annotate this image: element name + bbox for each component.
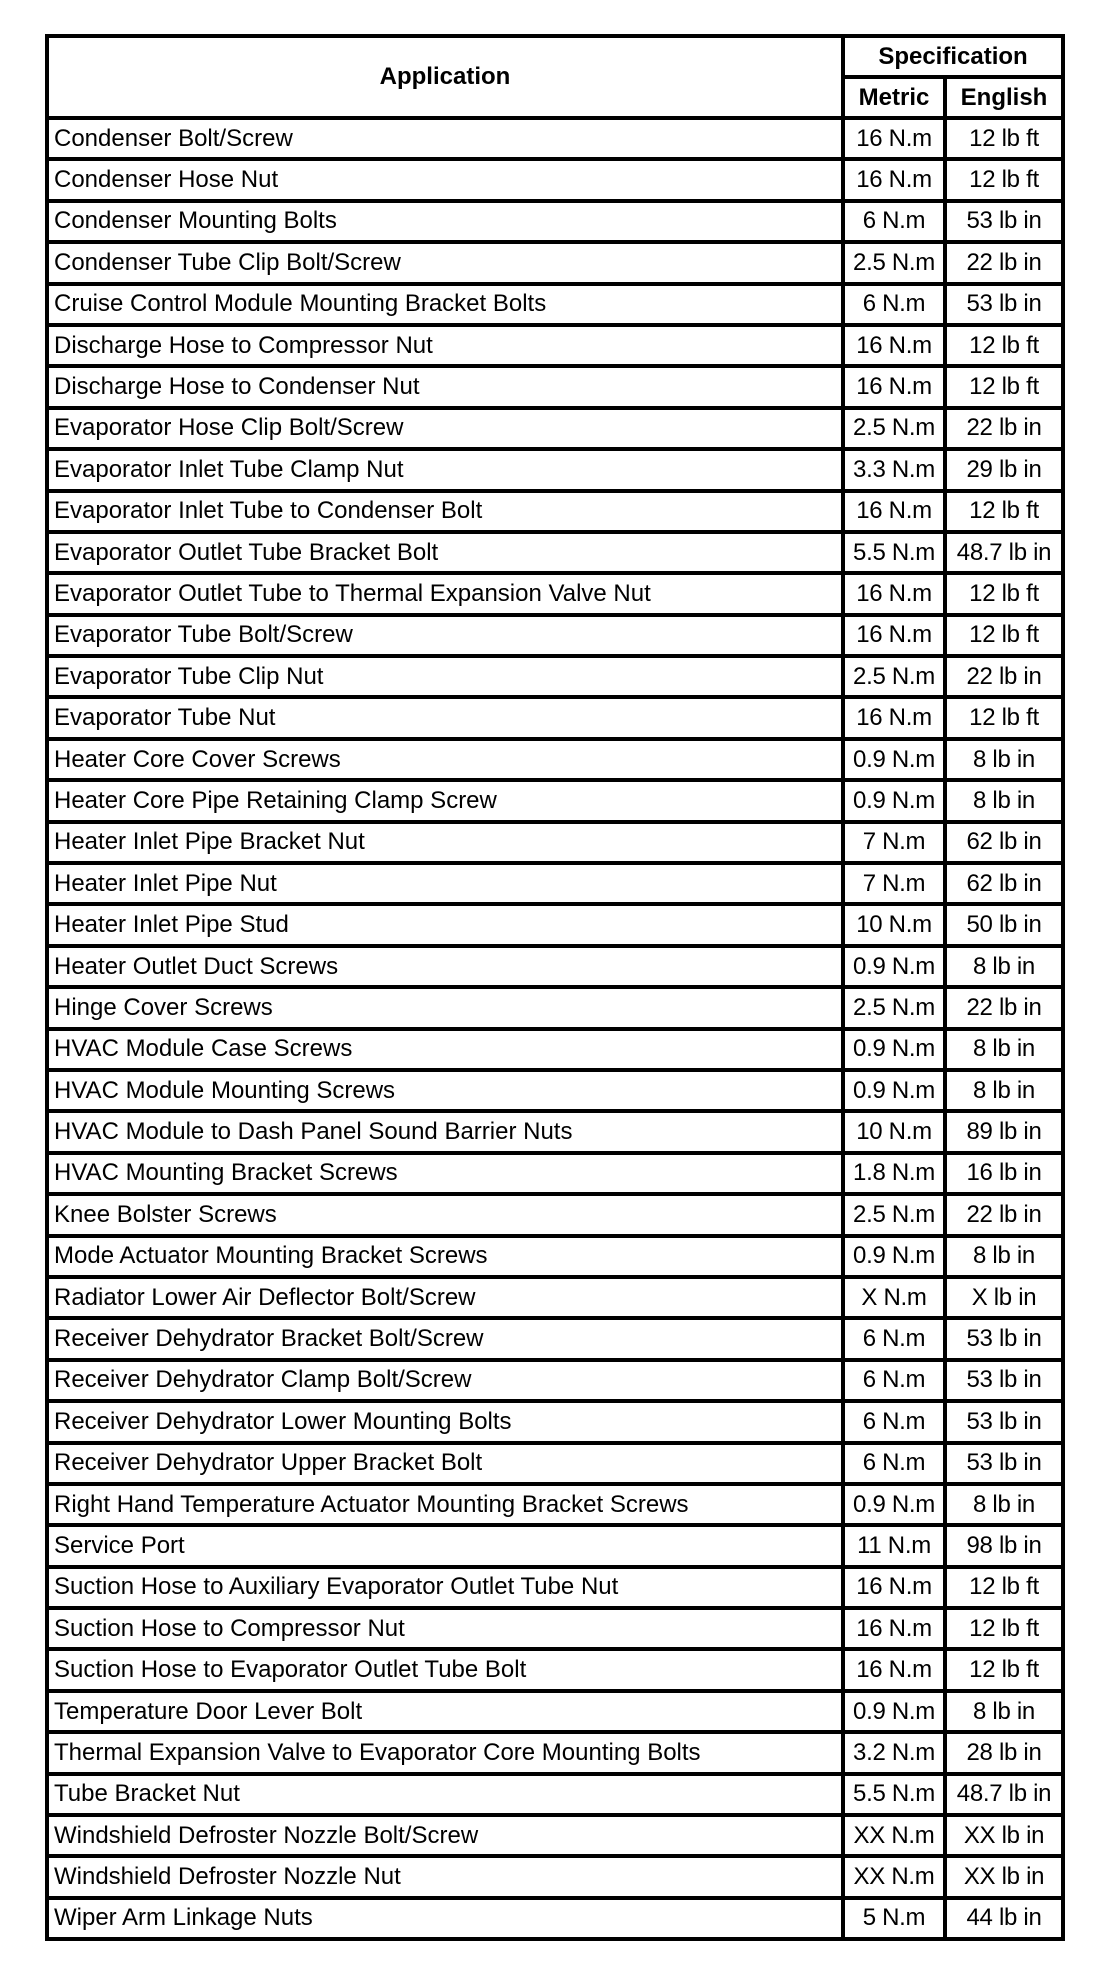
cell-metric: 5 N.m <box>843 1898 945 1939</box>
table-row <box>47 1236 1063 1277</box>
table-row <box>47 697 1063 738</box>
cell-metric: 2.5 N.m <box>843 408 945 449</box>
cell-metric: 16 N.m <box>843 1567 945 1608</box>
cell-english: 12 lb ft <box>945 118 1063 159</box>
table-row <box>47 491 1063 532</box>
cell-application: Service Port <box>47 1525 843 1566</box>
table-row <box>47 1525 1063 1566</box>
cell-english: 12 lb ft <box>945 1608 1063 1649</box>
cell-metric: 16 N.m <box>843 325 945 366</box>
table-row <box>47 739 1063 780</box>
cell-metric: 6 N.m <box>843 1360 945 1401</box>
table-row <box>47 1111 1063 1152</box>
cell-application: Evaporator Tube Bolt/Screw <box>47 615 843 656</box>
cell-english: 53 lb in <box>945 1360 1063 1401</box>
cell-application: Condenser Tube Clip Bolt/Screw <box>47 242 843 283</box>
table-row <box>47 1443 1063 1484</box>
cell-application: Heater Inlet Pipe Bracket Nut <box>47 822 843 863</box>
table-row <box>47 946 1063 987</box>
cell-english: 62 lb in <box>945 822 1063 863</box>
table-row <box>47 366 1063 407</box>
table-row <box>47 1153 1063 1194</box>
cell-application: Windshield Defroster Nozzle Nut <box>47 1856 843 1897</box>
cell-application: Condenser Bolt/Screw <box>47 118 843 159</box>
table-row <box>47 1691 1063 1732</box>
table-row <box>47 325 1063 366</box>
cell-metric: 6 N.m <box>843 201 945 242</box>
cell-application: HVAC Module to Dash Panel Sound Barrier Nuts <box>47 1111 843 1152</box>
table-row <box>47 242 1063 283</box>
cell-application: Knee Bolster Screws <box>47 1194 843 1235</box>
column-header-metric: Metric <box>843 77 945 118</box>
table-row <box>47 1318 1063 1359</box>
cell-metric: 0.9 N.m <box>843 780 945 821</box>
cell-english: 22 lb in <box>945 656 1063 697</box>
cell-metric: 5.5 N.m <box>843 1774 945 1815</box>
cell-metric: XX N.m <box>843 1856 945 1897</box>
cell-application: Heater Core Cover Screws <box>47 739 843 780</box>
cell-application: Receiver Dehydrator Upper Bracket Bolt <box>47 1443 843 1484</box>
table-row <box>47 1194 1063 1235</box>
cell-english: 8 lb in <box>945 1691 1063 1732</box>
cell-english: 8 lb in <box>945 1070 1063 1111</box>
cell-english: X lb in <box>945 1277 1063 1318</box>
cell-application: Receiver Dehydrator Clamp Bolt/Screw <box>47 1360 843 1401</box>
cell-metric: 0.9 N.m <box>843 1484 945 1525</box>
cell-metric: 16 N.m <box>843 1649 945 1690</box>
cell-english: 22 lb in <box>945 408 1063 449</box>
cell-metric: 6 N.m <box>843 284 945 325</box>
table-row <box>47 987 1063 1028</box>
cell-english: 53 lb in <box>945 1401 1063 1442</box>
table-row <box>47 863 1063 904</box>
cell-metric: 6 N.m <box>843 1318 945 1359</box>
cell-metric: 16 N.m <box>843 159 945 200</box>
cell-application: Suction Hose to Auxiliary Evaporator Outlet Tube Nut <box>47 1567 843 1608</box>
cell-application: Evaporator Outlet Tube to Thermal Expansion Valve Nut <box>47 573 843 614</box>
table-header <box>47 36 1063 118</box>
cell-english: 48.7 lb in <box>945 1774 1063 1815</box>
cell-metric: 16 N.m <box>843 573 945 614</box>
cell-english: XX lb in <box>945 1856 1063 1897</box>
column-header-specification: Specification <box>843 36 1063 77</box>
table-row <box>47 1774 1063 1815</box>
table-row <box>47 1029 1063 1070</box>
cell-application: HVAC Mounting Bracket Screws <box>47 1153 843 1194</box>
table-row <box>47 780 1063 821</box>
cell-application: Right Hand Temperature Actuator Mounting Bracket Screws <box>47 1484 843 1525</box>
table-row <box>47 904 1063 945</box>
column-header-english: English <box>945 77 1063 118</box>
cell-english: 12 lb ft <box>945 159 1063 200</box>
cell-application: HVAC Module Mounting Screws <box>47 1070 843 1111</box>
cell-english: 12 lb ft <box>945 697 1063 738</box>
cell-metric: 16 N.m <box>843 366 945 407</box>
cell-application: Evaporator Tube Clip Nut <box>47 656 843 697</box>
cell-english: 12 lb ft <box>945 325 1063 366</box>
table-row <box>47 1649 1063 1690</box>
cell-application: Temperature Door Lever Bolt <box>47 1691 843 1732</box>
table-row <box>47 118 1063 159</box>
cell-metric: 0.9 N.m <box>843 1691 945 1732</box>
table-row <box>47 1567 1063 1608</box>
table-body <box>47 118 1063 1939</box>
cell-metric: 2.5 N.m <box>843 656 945 697</box>
table-row <box>47 159 1063 200</box>
column-header-application: Application <box>47 36 843 118</box>
cell-application: Suction Hose to Compressor Nut <box>47 1608 843 1649</box>
table-row <box>47 532 1063 573</box>
table-row <box>47 1898 1063 1939</box>
cell-metric: 0.9 N.m <box>843 1236 945 1277</box>
table-row <box>47 1360 1063 1401</box>
cell-english: 29 lb in <box>945 449 1063 490</box>
cell-english: 53 lb in <box>945 1318 1063 1359</box>
cell-application: Hinge Cover Screws <box>47 987 843 1028</box>
table-row <box>47 1401 1063 1442</box>
cell-english: XX lb in <box>945 1815 1063 1856</box>
cell-application: Evaporator Inlet Tube Clamp Nut <box>47 449 843 490</box>
cell-application: Windshield Defroster Nozzle Bolt/Screw <box>47 1815 843 1856</box>
cell-english: 50 lb in <box>945 904 1063 945</box>
cell-application: Heater Inlet Pipe Nut <box>47 863 843 904</box>
cell-application: Evaporator Inlet Tube to Condenser Bolt <box>47 491 843 532</box>
cell-metric: 11 N.m <box>843 1525 945 1566</box>
cell-metric: 0.9 N.m <box>843 739 945 780</box>
cell-application: Discharge Hose to Compressor Nut <box>47 325 843 366</box>
cell-metric: 16 N.m <box>843 118 945 159</box>
cell-application: Evaporator Outlet Tube Bracket Bolt <box>47 532 843 573</box>
table-row <box>47 201 1063 242</box>
table-row <box>47 615 1063 656</box>
cell-metric: XX N.m <box>843 1815 945 1856</box>
cell-english: 8 lb in <box>945 1236 1063 1277</box>
cell-english: 53 lb in <box>945 201 1063 242</box>
cell-application: Wiper Arm Linkage Nuts <box>47 1898 843 1939</box>
cell-application: Receiver Dehydrator Lower Mounting Bolts <box>47 1401 843 1442</box>
cell-metric: 3.2 N.m <box>843 1732 945 1773</box>
cell-english: 89 lb in <box>945 1111 1063 1152</box>
cell-english: 8 lb in <box>945 946 1063 987</box>
cell-metric: 1.8 N.m <box>843 1153 945 1194</box>
cell-metric: 6 N.m <box>843 1443 945 1484</box>
table-row <box>47 1070 1063 1111</box>
cell-application: HVAC Module Case Screws <box>47 1029 843 1070</box>
cell-application: Suction Hose to Evaporator Outlet Tube Bolt <box>47 1649 843 1690</box>
cell-english: 22 lb in <box>945 987 1063 1028</box>
table-row <box>47 408 1063 449</box>
cell-english: 12 lb ft <box>945 366 1063 407</box>
cell-english: 16 lb in <box>945 1153 1063 1194</box>
cell-metric: 2.5 N.m <box>843 987 945 1028</box>
cell-metric: 0.9 N.m <box>843 1029 945 1070</box>
table-row <box>47 1732 1063 1773</box>
table-row <box>47 449 1063 490</box>
cell-english: 22 lb in <box>945 1194 1063 1235</box>
cell-english: 12 lb ft <box>945 1649 1063 1690</box>
table-row <box>47 1277 1063 1318</box>
cell-english: 8 lb in <box>945 1484 1063 1525</box>
cell-application: Discharge Hose to Condenser Nut <box>47 366 843 407</box>
cell-english: 53 lb in <box>945 1443 1063 1484</box>
cell-english: 44 lb in <box>945 1898 1063 1939</box>
cell-metric: 10 N.m <box>843 904 945 945</box>
cell-english: 62 lb in <box>945 863 1063 904</box>
cell-english: 48.7 lb in <box>945 532 1063 573</box>
cell-english: 8 lb in <box>945 1029 1063 1070</box>
cell-english: 8 lb in <box>945 739 1063 780</box>
cell-metric: 6 N.m <box>843 1401 945 1442</box>
cell-application: Condenser Mounting Bolts <box>47 201 843 242</box>
cell-english: 53 lb in <box>945 284 1063 325</box>
cell-metric: 7 N.m <box>843 822 945 863</box>
cell-metric: 2.5 N.m <box>843 1194 945 1235</box>
cell-metric: 10 N.m <box>843 1111 945 1152</box>
cell-application: Thermal Expansion Valve to Evaporator Core Mounting Bolts <box>47 1732 843 1773</box>
cell-metric: 3.3 N.m <box>843 449 945 490</box>
cell-application: Heater Outlet Duct Screws <box>47 946 843 987</box>
table-row <box>47 656 1063 697</box>
cell-english: 12 lb ft <box>945 573 1063 614</box>
cell-application: Heater Inlet Pipe Stud <box>47 904 843 945</box>
table-row <box>47 1608 1063 1649</box>
table-row <box>47 1856 1063 1897</box>
cell-application: Evaporator Hose Clip Bolt/Screw <box>47 408 843 449</box>
cell-application: Condenser Hose Nut <box>47 159 843 200</box>
table-row <box>47 822 1063 863</box>
table-row <box>47 284 1063 325</box>
cell-metric: 16 N.m <box>843 615 945 656</box>
cell-metric: 16 N.m <box>843 1608 945 1649</box>
cell-metric: 16 N.m <box>843 491 945 532</box>
cell-english: 98 lb in <box>945 1525 1063 1566</box>
cell-application: Heater Core Pipe Retaining Clamp Screw <box>47 780 843 821</box>
header-row-top <box>47 36 1063 77</box>
cell-english: 12 lb ft <box>945 1567 1063 1608</box>
cell-english: 28 lb in <box>945 1732 1063 1773</box>
cell-metric: 0.9 N.m <box>843 1070 945 1111</box>
cell-application: Evaporator Tube Nut <box>47 697 843 738</box>
table-row <box>47 1484 1063 1525</box>
cell-metric: 7 N.m <box>843 863 945 904</box>
cell-application: Radiator Lower Air Deflector Bolt/Screw <box>47 1277 843 1318</box>
cell-metric: 2.5 N.m <box>843 242 945 283</box>
cell-application: Tube Bracket Nut <box>47 1774 843 1815</box>
cell-metric: 5.5 N.m <box>843 532 945 573</box>
table-row <box>47 1815 1063 1856</box>
cell-metric: 0.9 N.m <box>843 946 945 987</box>
table-row <box>47 573 1063 614</box>
cell-english: 22 lb in <box>945 242 1063 283</box>
cell-application: Cruise Control Module Mounting Bracket Bolts <box>47 284 843 325</box>
cell-english: 8 lb in <box>945 780 1063 821</box>
cell-english: 12 lb ft <box>945 491 1063 532</box>
cell-english: 12 lb ft <box>945 615 1063 656</box>
cell-application: Receiver Dehydrator Bracket Bolt/Screw <box>47 1318 843 1359</box>
cell-application: Mode Actuator Mounting Bracket Screws <box>47 1236 843 1277</box>
cell-metric: X N.m <box>843 1277 945 1318</box>
cell-metric: 16 N.m <box>843 697 945 738</box>
torque-specification-table <box>45 34 1065 1941</box>
